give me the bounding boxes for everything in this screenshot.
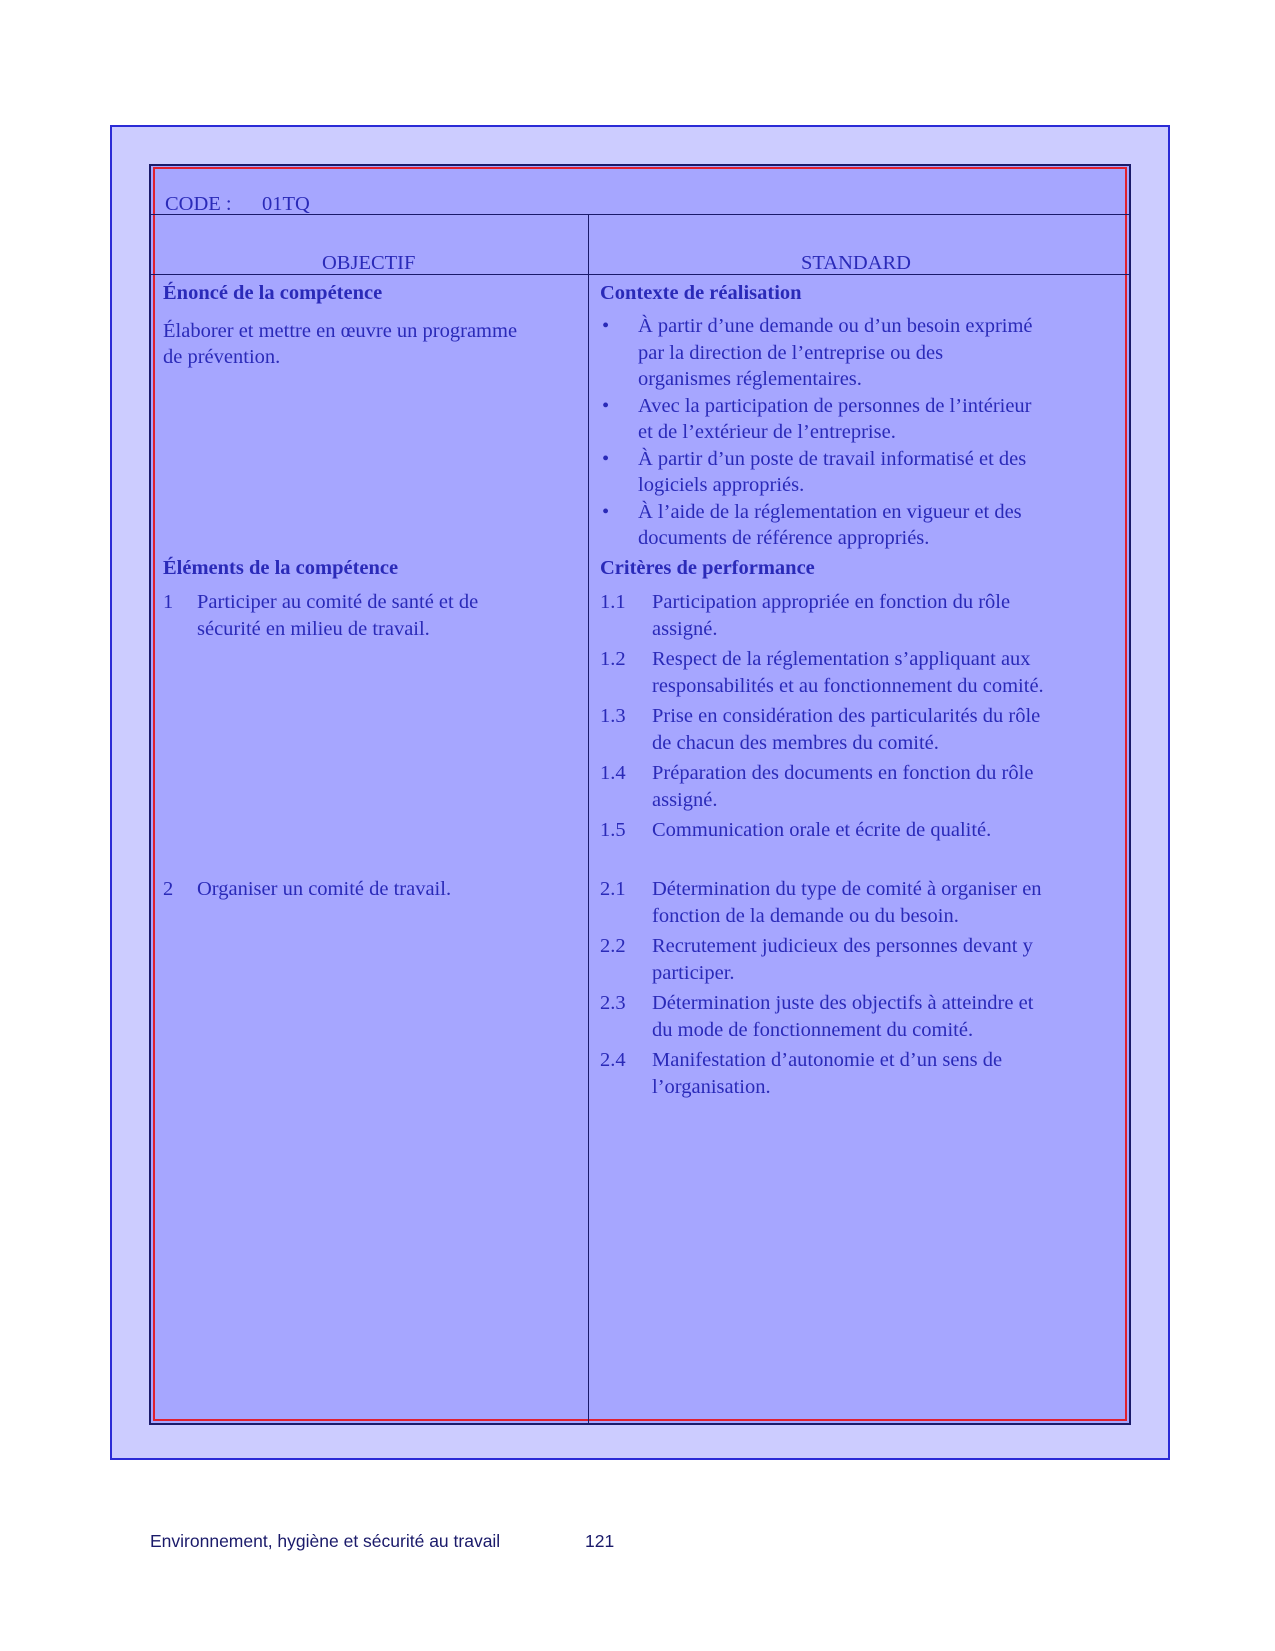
list-item xyxy=(600,817,1100,844)
contexte-line: Avec la participation de personnes de l’intérieur xyxy=(638,394,1032,417)
element-item xyxy=(163,589,568,642)
bullet-icon: • xyxy=(602,500,610,523)
critere-line: Détermination du type de comité à organiser en xyxy=(652,878,1042,900)
enonce-line: Élaborer et mettre en œuvre un programme xyxy=(163,320,518,342)
page-footer xyxy=(150,1531,615,1552)
critere-line: assigné. xyxy=(652,788,718,811)
critere-line: fonction de la demande ou du besoin. xyxy=(652,904,959,927)
critere-line: participer. xyxy=(652,961,735,984)
critere-line: Communication orale et écrite de qualité. xyxy=(652,819,992,841)
criteres-title: Critères de performance xyxy=(600,557,815,579)
elements-title: Éléments de la compétence xyxy=(163,557,399,579)
critere-line: Prise en considération des particularités du rôle xyxy=(652,705,1041,727)
critere-line: Manifestation d’autonomie et d’un sens de xyxy=(652,1049,1003,1071)
critere-number: 1.3 xyxy=(600,705,626,727)
bullet-icon: • xyxy=(602,315,610,337)
list-item xyxy=(600,646,1100,699)
contexte-line: par la direction de l’entreprise ou des xyxy=(638,341,944,364)
critere-line: Participation appropriée en fonction du rôle xyxy=(652,591,1011,613)
enonce-title: Énoncé de la compétence xyxy=(163,282,383,304)
contexte-line: documents de référence appropriés. xyxy=(638,527,930,549)
bullet-icon: • xyxy=(602,447,610,470)
critere-number: 1.2 xyxy=(600,648,626,670)
list-item xyxy=(600,703,1100,756)
element-line: Participer au comité de santé et de xyxy=(197,591,479,613)
critere-number: 2.4 xyxy=(600,1049,626,1071)
objectif-header: OBJECTIF xyxy=(322,252,416,274)
contexte-list xyxy=(600,313,1080,552)
element-item xyxy=(163,876,568,903)
criteres-list-1 xyxy=(600,589,1100,848)
contexte-line: À partir d’un poste de travail informatisé et des xyxy=(638,447,1027,470)
critere-line: assigné. xyxy=(652,617,718,640)
column-divider xyxy=(588,214,589,1423)
list-item xyxy=(600,1047,1100,1100)
critere-line: Recrutement judicieux des personnes devant y xyxy=(652,935,1033,957)
contexte-title: Contexte de réalisation xyxy=(600,282,802,304)
contexte-line: À partir d’une demande ou d’un besoin exprimé xyxy=(638,315,1033,337)
critere-line: Détermination juste des objectifs à atteindre et xyxy=(652,992,1034,1014)
critere-number: 1.1 xyxy=(600,591,626,613)
element-line: sécurité en milieu de travail. xyxy=(197,617,430,640)
contexte-line: logiciels appropriés. xyxy=(638,474,805,496)
list-item xyxy=(600,760,1100,813)
critere-line: l’organisation. xyxy=(652,1075,771,1098)
element-number: 1 xyxy=(163,591,174,613)
list-item xyxy=(600,313,1080,393)
element-line: Organiser un comité de travail. xyxy=(197,878,452,900)
list-item xyxy=(600,589,1100,642)
column-header-divider xyxy=(151,274,1129,275)
critere-number: 2.3 xyxy=(600,992,626,1014)
footer-text: Environnement, hygiène et sécurité au travail xyxy=(150,1531,501,1551)
list-item xyxy=(600,393,1080,446)
code-value: 01TQ xyxy=(262,193,310,215)
critere-number: 2.2 xyxy=(600,935,626,957)
critere-line: Respect de la réglementation s’appliquant aux xyxy=(652,648,1031,670)
page-number: 121 xyxy=(585,1531,615,1551)
list-item xyxy=(600,446,1080,499)
critere-line: de chacun des membres du comité. xyxy=(652,731,939,754)
element-number: 2 xyxy=(163,878,174,900)
critere-line: responsabilités et au fonctionnement du comité. xyxy=(652,674,1044,697)
list-item xyxy=(600,990,1100,1043)
contexte-line: organismes réglementaires. xyxy=(638,368,862,390)
critere-line: du mode de fonctionnement du comité. xyxy=(652,1018,974,1041)
standard-header: STANDARD xyxy=(801,252,911,274)
criteres-list-2 xyxy=(600,876,1100,1104)
critere-number: 1.5 xyxy=(600,819,626,841)
code-label: CODE : xyxy=(165,193,232,215)
list-item xyxy=(600,933,1100,986)
list-item xyxy=(600,499,1080,552)
critere-number: 1.4 xyxy=(600,762,626,784)
contexte-line: et de l’extérieur de l’entreprise. xyxy=(638,421,896,443)
contexte-line: À l’aide de la réglementation en vigueur et des xyxy=(638,500,1022,523)
list-item xyxy=(600,876,1100,929)
bullet-icon: • xyxy=(602,394,610,417)
critere-number: 2.1 xyxy=(600,878,626,900)
enonce-line: de prévention. xyxy=(163,346,281,368)
critere-line: Préparation des documents en fonction du rôle xyxy=(652,762,1034,784)
